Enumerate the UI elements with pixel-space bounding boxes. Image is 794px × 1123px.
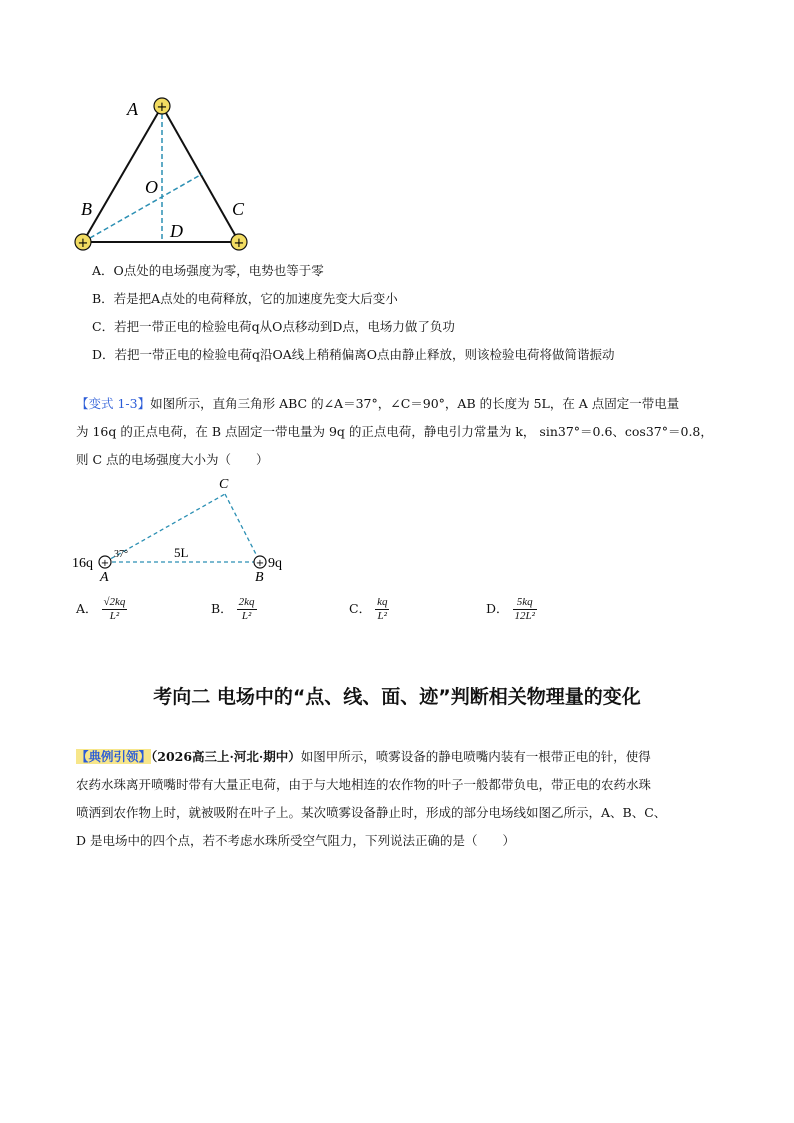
example-text-1: 如图甲所示，喷雾设备的静电喷嘴内装有一根带正电的针，使得 (300, 749, 651, 764)
charge-b (75, 234, 91, 251)
label-c: C (232, 199, 245, 219)
option-d: D．若把一带正电的检验电荷q沿OA线上稍稍偏离O点由静止释放，则该检验电荷将做简谐振动 (92, 347, 615, 362)
charge-left-label: 16q (72, 556, 93, 571)
variant-tag: 【变式 1-3】 (76, 396, 151, 411)
variant-line-2: 为 16q 的正点电荷，在 B 点固定一带电量为 9q 的正点电荷，静电引力常量为 k， sin37°＝0.6、cos37°＝0.8， (76, 424, 713, 439)
label-c-2: C (219, 477, 229, 492)
svg-text:+: + (100, 558, 110, 569)
variant-text-1: 如图所示，直角三角形 ABC 的∠A＝37°，∠C＝90°，AB 的长度为 5L，在 A 点固定一带电量 (150, 396, 680, 411)
charge-a (154, 98, 170, 115)
example-line-3: 喷洒到农作物上时，就被吸附在叶子上。某次喷雾设备静止时，形成的部分电场线如图乙所示，A、B、C、 (76, 805, 667, 820)
label-d: D (170, 221, 183, 241)
example-source: （2026高三上·河北·期中） (151, 749, 301, 764)
label-a: A (127, 99, 138, 119)
svg-text:+: + (77, 236, 89, 251)
right-triangle-figure (70, 474, 300, 586)
median-b (83, 174, 202, 242)
example-tag: 【典例引领】 (76, 749, 152, 764)
svg-text:+: + (156, 100, 168, 115)
triangle-figure (70, 90, 270, 255)
label-a-2: A (100, 570, 109, 585)
option-a: A．O点处的电场强度为零，电势也等于零 (92, 263, 324, 278)
section-title: 考向二 电场中的“点、线、面、迹”判断相关物理量的变化 (153, 686, 641, 708)
choice-a: A． $\frac{√2kq}{\text{L²}}$ (76, 596, 126, 622)
example-line-1 (76, 743, 726, 771)
variant-line-3: 则 C 点的电场强度大小为（ ） (76, 452, 269, 467)
charge-b-2 (254, 556, 266, 569)
angle-label: 37° (114, 549, 128, 560)
example-line-4: D 是电场中的四个点，若不考虑水珠所受空气阻力，下列说法正确的是（ ） (76, 833, 515, 848)
charge-c (231, 234, 247, 251)
example-line-2: 农药水珠离开喷嘴时带有大量正电荷，由于与大地相连的农作物的叶子一般都带负电，带正电的农药水珠 (76, 777, 652, 792)
choice-d: D． $\frac{5kq}{\text{12L²}}$ (486, 596, 535, 622)
label-b: B (81, 199, 92, 219)
side-cb-2 (225, 494, 260, 562)
choice-b: B． $\frac{2kq}{\text{L²}}$ (211, 596, 255, 622)
charge-right-label: 9q (268, 556, 282, 571)
length-label: 5L (174, 545, 189, 560)
variant-line-1 (76, 390, 726, 418)
charge-a-2 (99, 556, 111, 569)
svg-text:+: + (233, 236, 245, 251)
label-o: O (145, 177, 158, 197)
side-ab (83, 106, 162, 242)
label-b-2: B (255, 570, 264, 585)
option-c: C．若把一带正电的检验电荷q从O点移动到D点，电场力做了负功 (92, 319, 455, 334)
option-b: B．若是把A点处的电荷释放，它的加速度先变大后变小 (92, 291, 398, 306)
svg-text:+: + (255, 558, 265, 569)
choice-c: C． $\frac{kq}{\text{L²}}$ (349, 596, 388, 622)
